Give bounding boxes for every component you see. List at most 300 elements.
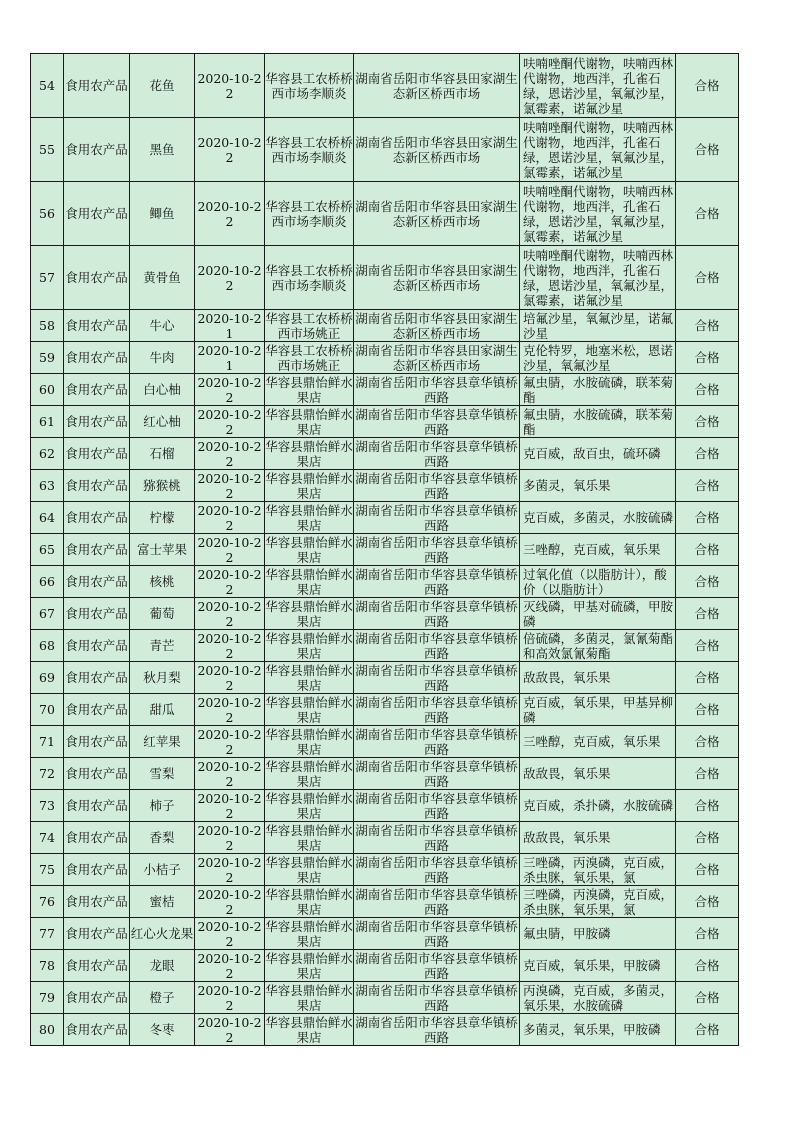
cell-unit-address-text: 湖南省岳阳市华容县章华镇桥西路 [355,502,518,533]
cell-sampled-unit-text: 华容县工农桥桥西市场李顺炎 [265,198,353,229]
cell-unit-address [354,1014,520,1046]
cell-sampling-date [195,886,265,918]
cell-product-name-text: 香梨 [149,830,175,845]
table-row [31,726,739,758]
cell-sampled-unit-text: 华容县鼎怡鲜水果店 [265,694,353,725]
cell-product-name [130,502,195,534]
cell-unit-address [354,630,520,662]
cell-sampling-date-text: 2020-10-22 [197,662,262,693]
cell-sampled-unit-text: 华容县鼎怡鲜水果店 [265,950,353,981]
cell-sampling-date-text: 2020-10-22 [197,726,262,757]
cell-test-items-text: 过氧化值（以脂肪计），酸价（以脂肪计） [523,566,667,597]
cell-product-name-text: 冬枣 [149,1022,175,1037]
cell-sample-number-text: 79 [39,990,55,1005]
cell-result-text: 合格 [694,702,720,717]
cell-category-text: 食用农产品 [65,510,128,525]
cell-test-items-text: 氟虫腈，甲胺磷 [523,926,611,941]
cell-sample-number [31,566,64,598]
cell-sampling-date [195,118,265,182]
cell-sampled-unit [265,982,354,1014]
cell-sample-number [31,790,64,822]
cell-result-text: 合格 [694,734,720,749]
cell-sampling-date-text: 2020-10-22 [197,758,262,789]
cell-test-items [520,822,676,854]
cell-sampled-unit [265,182,354,246]
cell-unit-address-text: 湖南省岳阳市华容县田家湖生态新区桥西市场 [355,70,518,101]
cell-sampled-unit [265,406,354,438]
cell-sampled-unit [265,694,354,726]
cell-sample-number [31,630,64,662]
cell-test-items [520,310,676,342]
cell-product-name [130,694,195,726]
cell-sampled-unit [265,438,354,470]
cell-sampling-date-text: 2020-10-22 [197,534,262,565]
cell-category [64,950,130,982]
cell-result-text: 合格 [694,990,720,1005]
cell-sampling-date-text: 2020-10-22 [197,630,262,661]
cell-sampling-date [195,918,265,950]
cell-sampling-date-text: 2020-10-22 [197,982,262,1013]
cell-product-name-text: 龙眼 [149,958,175,973]
cell-unit-address-text: 湖南省岳阳市华容县章华镇桥西路 [355,950,518,981]
cell-category-text: 食用农产品 [65,990,128,1005]
cell-sampling-date-text: 2020-10-22 [197,374,262,405]
cell-sample-number-text: 57 [39,270,55,285]
cell-product-name [130,822,195,854]
cell-sampling-date-text: 2020-10-22 [197,406,262,437]
cell-sample-number-text: 72 [39,766,55,781]
cell-test-items [520,950,676,982]
cell-unit-address [354,662,520,694]
cell-product-name-text: 花鱼 [149,78,175,93]
cell-sample-number [31,118,64,182]
cell-test-items-text: 呋喃唑酮代谢物，呋喃西林代谢物，地西泮，孔雀石绿，恩诺沙星，氧氟沙星，氯霉素，诺氟沙星 [523,247,674,308]
cell-unit-address-text: 湖南省岳阳市华容县章华镇桥西路 [355,854,518,885]
cell-sample-number-text: 80 [39,1022,55,1037]
cell-product-name-text: 黑鱼 [149,142,175,157]
cell-sampled-unit [265,1014,354,1046]
table-row [31,438,739,470]
cell-sampled-unit-text: 华容县鼎怡鲜水果店 [265,1014,353,1045]
cell-result-text: 合格 [694,574,720,589]
cell-unit-address [354,534,520,566]
cell-sampling-date [195,630,265,662]
cell-result-text: 合格 [694,798,720,813]
cell-test-items [520,118,676,182]
cell-category [64,694,130,726]
cell-sampling-date [195,950,265,982]
cell-category [64,182,130,246]
cell-sampling-date-text: 2020-10-22 [197,886,262,917]
cell-result [676,1014,739,1046]
cell-unit-address-text: 湖南省岳阳市华容县田家湖生态新区桥西市场 [355,262,518,293]
table-row [31,374,739,406]
table-row [31,54,739,118]
cell-test-items-text: 克百威，敌百虫，硫环磷 [523,446,661,461]
table-row [31,470,739,502]
cell-product-name [130,438,195,470]
cell-test-items-text: 克百威，氧乐果，甲胺磷 [523,958,661,973]
cell-sample-number [31,438,64,470]
cell-sampling-date [195,438,265,470]
cell-sampling-date-text: 2020-10-22 [197,598,262,629]
cell-unit-address [354,758,520,790]
cell-sampling-date [195,342,265,374]
cell-sampled-unit-text: 华容县鼎怡鲜水果店 [265,534,353,565]
table-row [31,342,739,374]
cell-unit-address-text: 湖南省岳阳市华容县田家湖生态新区桥西市场 [355,310,518,341]
cell-product-name-text: 小桔子 [143,862,181,877]
cell-category [64,118,130,182]
table-row [31,790,739,822]
cell-result [676,694,739,726]
cell-category-text: 食用农产品 [65,446,128,461]
cell-unit-address-text: 湖南省岳阳市华容县章华镇桥西路 [355,886,518,917]
cell-category-text: 食用农产品 [65,270,128,285]
cell-sampling-date-text: 2020-10-22 [197,134,262,165]
cell-product-name [130,662,195,694]
cell-category-text: 食用农产品 [65,798,128,813]
cell-category [64,662,130,694]
cell-test-items-text: 丙溴磷，克百威，多菌灵，氧乐果，水胺硫磷 [523,982,674,1013]
cell-sampled-unit-text: 华容县鼎怡鲜水果店 [265,566,353,597]
table-row [31,1014,739,1046]
cell-unit-address [354,790,520,822]
cell-product-name [130,854,195,886]
cell-sampling-date-text: 2020-10-22 [197,70,262,101]
cell-sample-number-text: 62 [39,446,55,461]
cell-product-name-text: 雪梨 [149,766,175,781]
cell-category [64,822,130,854]
cell-product-name-text: 白心柚 [143,382,181,397]
cell-test-items-text: 敌敌畏，氧乐果 [523,670,611,685]
cell-category-text: 食用农产品 [65,78,128,93]
cell-sample-number [31,694,64,726]
cell-result [676,534,739,566]
cell-test-items-text: 多菌灵，氧乐果，甲胺磷 [523,1022,661,1037]
cell-sampled-unit [265,662,354,694]
cell-sampled-unit [265,566,354,598]
cell-sample-number-text: 65 [39,542,55,557]
table-row [31,662,739,694]
cell-product-name [130,470,195,502]
cell-test-items [520,374,676,406]
table-row [31,982,739,1014]
cell-unit-address-text: 湖南省岳阳市华容县田家湖生态新区桥西市场 [355,134,518,165]
cell-sampling-date-text: 2020-10-22 [197,438,262,469]
cell-result-text: 合格 [694,862,720,877]
cell-test-items [520,694,676,726]
cell-sampled-unit [265,758,354,790]
cell-result [676,470,739,502]
table-row [31,182,739,246]
table-row [31,566,739,598]
cell-result [676,950,739,982]
cell-sampling-date [195,726,265,758]
cell-sample-number [31,598,64,630]
cell-test-items-text: 克伦特罗，地塞米松，恩诺沙星，氧氟沙星 [523,342,674,373]
cell-category-text: 食用农产品 [65,894,128,909]
cell-product-name [130,598,195,630]
cell-sample-number-text: 78 [39,958,55,973]
cell-sampled-unit [265,886,354,918]
cell-sampling-date [195,310,265,342]
cell-test-items-text: 敌敌畏，氧乐果 [523,830,611,845]
cell-category [64,918,130,950]
cell-sampling-date [195,246,265,310]
cell-product-name-text: 红苹果 [143,734,181,749]
cell-result [676,886,739,918]
cell-result [676,182,739,246]
cell-sampled-unit [265,630,354,662]
cell-unit-address [354,54,520,118]
cell-result-text: 合格 [694,638,720,653]
cell-result [676,406,739,438]
cell-product-name [130,182,195,246]
cell-unit-address [354,470,520,502]
cell-category-text: 食用农产品 [65,574,128,589]
cell-test-items-text: 敌敌畏，氧乐果 [523,766,611,781]
table-row [31,502,739,534]
cell-category [64,598,130,630]
cell-category-text: 食用农产品 [65,766,128,781]
cell-category-text: 食用农产品 [65,142,128,157]
cell-sample-number [31,822,64,854]
cell-result-text: 合格 [694,446,720,461]
cell-sampled-unit [265,342,354,374]
cell-unit-address-text: 湖南省岳阳市华容县章华镇桥西路 [355,694,518,725]
cell-sample-number [31,758,64,790]
cell-sample-number-text: 70 [39,702,55,717]
cell-result-text: 合格 [694,382,720,397]
cell-category-text: 食用农产品 [65,606,128,621]
cell-sample-number-text: 68 [39,638,55,653]
cell-sampled-unit [265,598,354,630]
cell-sample-number [31,534,64,566]
cell-sampling-date [195,694,265,726]
cell-test-items-text: 克百威，多菌灵，水胺硫磷 [523,510,674,525]
table-row [31,886,739,918]
cell-sampling-date [195,374,265,406]
table-row [31,310,739,342]
cell-sampled-unit [265,118,354,182]
cell-product-name-text: 橙子 [149,990,175,1005]
cell-category [64,790,130,822]
cell-result [676,854,739,886]
cell-sample-number-text: 61 [39,414,55,429]
cell-sampled-unit-text: 华容县鼎怡鲜水果店 [265,438,353,469]
cell-sampled-unit [265,822,354,854]
cell-result-text: 合格 [694,894,720,909]
cell-test-items [520,342,676,374]
cell-sampling-date [195,662,265,694]
cell-sampled-unit [265,246,354,310]
cell-sample-number [31,726,64,758]
cell-category-text: 食用农产品 [65,350,128,365]
cell-result [676,374,739,406]
cell-category-text: 食用农产品 [65,926,128,941]
cell-sampling-date [195,1014,265,1046]
cell-result-text: 合格 [694,478,720,493]
cell-product-name-text: 石榴 [149,446,175,461]
cell-test-items-text: 多菌灵，氧乐果 [523,478,611,493]
cell-sampling-date [195,406,265,438]
cell-result [676,246,739,310]
cell-sampling-date [195,502,265,534]
cell-category-text: 食用农产品 [65,1022,128,1037]
cell-sample-number-text: 60 [39,382,55,397]
cell-result [676,630,739,662]
cell-test-items-text: 克百威，杀扑磷，水胺硫磷 [523,798,674,813]
cell-unit-address [354,854,520,886]
cell-sample-number-text: 56 [39,206,55,221]
cell-product-name [130,950,195,982]
cell-unit-address-text: 湖南省岳阳市华容县章华镇桥西路 [355,470,518,501]
cell-sampled-unit [265,502,354,534]
cell-test-items [520,246,676,310]
cell-category-text: 食用农产品 [65,382,128,397]
cell-result-text: 合格 [694,510,720,525]
table-row [31,118,739,182]
cell-sampled-unit-text: 华容县工农桥桥西市场李顺炎 [265,134,353,165]
table-row [31,534,739,566]
cell-sample-number [31,886,64,918]
cell-sampled-unit-text: 华容县鼎怡鲜水果店 [265,854,353,885]
cell-category-text: 食用农产品 [65,478,128,493]
cell-product-name [130,342,195,374]
cell-unit-address-text: 湖南省岳阳市华容县章华镇桥西路 [355,982,518,1013]
cell-sampled-unit [265,310,354,342]
cell-unit-address [354,374,520,406]
cell-category [64,854,130,886]
cell-product-name-text: 富士苹果 [136,542,187,557]
cell-result [676,118,739,182]
cell-product-name-text: 葡萄 [149,606,175,621]
cell-result [676,822,739,854]
cell-result [676,310,739,342]
cell-sample-number [31,374,64,406]
cell-sampled-unit-text: 华容县鼎怡鲜水果店 [265,630,353,661]
cell-product-name [130,374,195,406]
cell-product-name [130,118,195,182]
cell-category [64,758,130,790]
cell-sample-number-text: 58 [39,318,55,333]
cell-unit-address [354,918,520,950]
cell-unit-address-text: 湖南省岳阳市华容县章华镇桥西路 [355,662,518,693]
cell-unit-address-text: 湖南省岳阳市华容县田家湖生态新区桥西市场 [355,342,518,373]
cell-unit-address [354,822,520,854]
cell-result-text: 合格 [694,670,720,685]
cell-sample-number-text: 71 [39,734,55,749]
cell-result [676,598,739,630]
cell-sample-number [31,246,64,310]
cell-sample-number [31,662,64,694]
cell-test-items [520,918,676,950]
table-row [31,246,739,310]
cell-category [64,726,130,758]
cell-sampling-date-text: 2020-10-22 [197,198,262,229]
cell-result [676,502,739,534]
cell-unit-address [354,726,520,758]
cell-test-items [520,502,676,534]
cell-result [676,758,739,790]
cell-product-name [130,246,195,310]
cell-unit-address-text: 湖南省岳阳市华容县章华镇桥西路 [355,438,518,469]
cell-unit-address-text: 湖南省岳阳市华容县章华镇桥西路 [355,406,518,437]
cell-sampled-unit-text: 华容县鼎怡鲜水果店 [265,886,353,917]
cell-unit-address [354,246,520,310]
cell-sampled-unit-text: 华容县鼎怡鲜水果店 [265,918,353,949]
cell-test-items-text: 三唑醇，克百威，氧乐果 [523,542,661,557]
cell-sample-number-text: 59 [39,350,55,365]
cell-sampling-date [195,566,265,598]
cell-product-name-text: 柠檬 [149,510,175,525]
cell-sample-number-text: 73 [39,798,55,813]
cell-sample-number [31,182,64,246]
cell-sample-number [31,342,64,374]
cell-result-text: 合格 [694,318,720,333]
cell-sample-number [31,950,64,982]
cell-sampled-unit [265,374,354,406]
cell-sample-number-text: 75 [39,862,55,877]
cell-unit-address-text: 湖南省岳阳市华容县田家湖生态新区桥西市场 [355,198,518,229]
cell-result [676,918,739,950]
cell-result-text: 合格 [694,206,720,221]
cell-sampled-unit-text: 华容县鼎怡鲜水果店 [265,790,353,821]
cell-test-items-text: 三唑磷，丙溴磷，克百威，杀虫脒，氧乐果，氯 [523,886,674,917]
cell-category [64,886,130,918]
cell-unit-address-text: 湖南省岳阳市华容县章华镇桥西路 [355,598,518,629]
cell-result-text: 合格 [694,542,720,557]
cell-sampling-date [195,54,265,118]
cell-category-text: 食用农产品 [65,318,128,333]
cell-sampling-date-text: 2020-10-22 [197,470,262,501]
cell-category [64,310,130,342]
cell-sampled-unit-text: 华容县鼎怡鲜水果店 [265,982,353,1013]
table-row [31,950,739,982]
cell-product-name [130,534,195,566]
cell-sample-number [31,54,64,118]
cell-sampling-date-text: 2020-10-22 [197,262,262,293]
cell-sampled-unit-text: 华容县鼎怡鲜水果店 [265,758,353,789]
cell-sampling-date [195,854,265,886]
cell-category-text: 食用农产品 [65,670,128,685]
cell-sampled-unit [265,854,354,886]
table-row [31,630,739,662]
cell-product-name-text: 牛心 [149,318,175,333]
cell-sampling-date [195,598,265,630]
cell-sampled-unit-text: 华容县鼎怡鲜水果店 [265,502,353,533]
cell-sampling-date-text: 2020-10-21 [197,342,262,373]
cell-product-name [130,726,195,758]
cell-sampling-date [195,470,265,502]
cell-test-items [520,534,676,566]
cell-unit-address-text: 湖南省岳阳市华容县章华镇桥西路 [355,726,518,757]
cell-test-items [520,438,676,470]
cell-sample-number-text: 54 [39,78,55,93]
cell-result-text: 合格 [694,414,720,429]
cell-test-items [520,470,676,502]
cell-result-text: 合格 [694,350,720,365]
cell-category [64,54,130,118]
cell-result [676,790,739,822]
cell-result-text: 合格 [694,830,720,845]
cell-sampled-unit-text: 华容县鼎怡鲜水果店 [265,822,353,853]
cell-result-text: 合格 [694,926,720,941]
cell-unit-address [354,310,520,342]
cell-product-name [130,790,195,822]
cell-category-text: 食用农产品 [65,862,128,877]
